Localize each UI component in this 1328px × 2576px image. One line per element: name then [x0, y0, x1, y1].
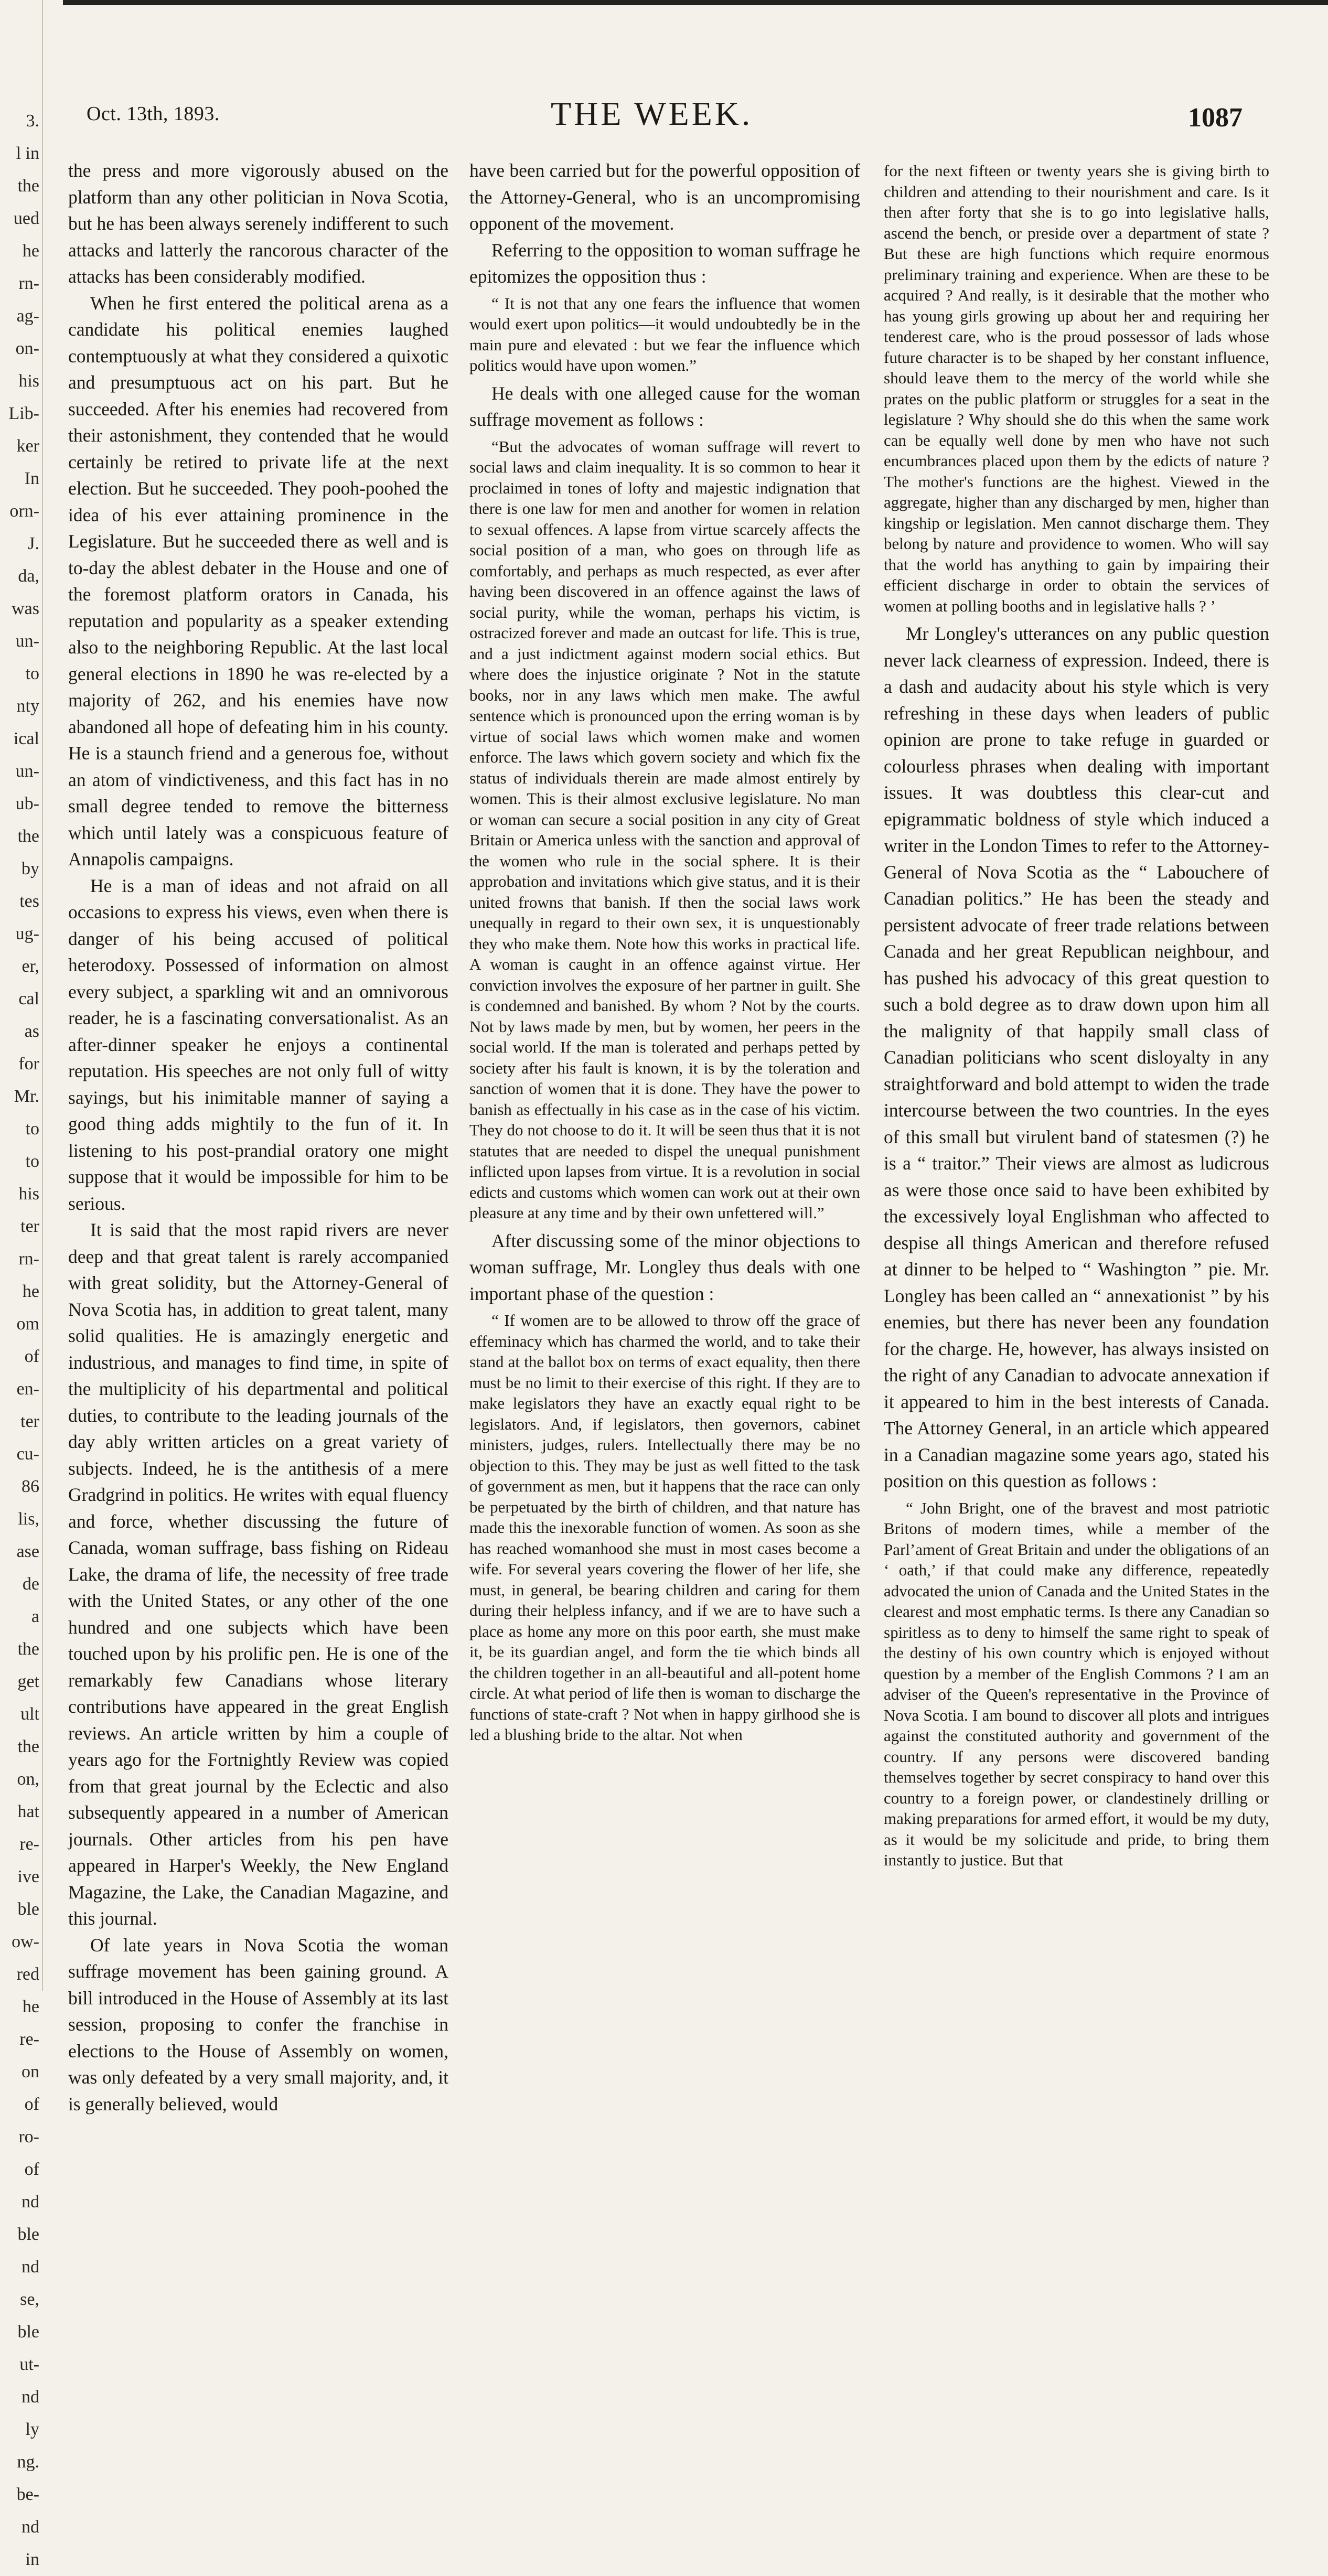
margin-fragment: to	[25, 664, 39, 683]
article-paragraph: He deals with one alleged cause for the woman suffrage movement as follows :	[469, 382, 860, 430]
quoted-passage: “ If women are to be allowed to throw off the grace of effeminacy which has charmed the world, and to take their stand at the ballot box on terms of exact equality, then there must be no limit to their exercise of this right. If they are to make legislators they have an exactly equal right to be legislators. And, if legislators, then governors, cabinet ministers, judges, rulers. Intellectually there may be no objection to this. They may be just as well fitted to the task of government as men, but it happens that the race can only be perpetuated by the birth of children, and that nature has made this the inexorable function of women. As soon as she has reached womanhood she must in most cases become a wife. For several years covering the flower of her life, she must, in general, be bearing children and caring for them during their helpless infancy, and if we are to have such a place as home any more on this poor earth, she must make it, be its guardian angel, and form the tie which binds all the children together in an all-beautiful and all-potent home circle. At what period of life then is woman to discharge the functions of state-craft ? Not when in happy girlhood she is led a blushing bride to the altar. Not when	[469, 1311, 860, 1744]
margin-fragment: un-	[15, 631, 39, 651]
margin-fragment: a	[31, 1607, 39, 1626]
article-paragraph: have been carried but for the powerful opposition of the Attorney-General, who is an uncompromising opponent of the movement.	[469, 160, 860, 234]
margin-fragment: ut-	[19, 2355, 39, 2374]
margin-fragment: cal	[18, 989, 39, 1008]
margin-fragment: ued	[13, 209, 39, 228]
column-1	[68, 157, 448, 2117]
margin-fragment: ly	[25, 2420, 39, 2439]
issue-date: Oct. 13th, 1893.	[87, 103, 220, 125]
margin-fragment: J.	[28, 534, 39, 553]
margin-fragment: ive	[17, 1867, 39, 1886]
margin-fragment: ult	[20, 1704, 39, 1724]
margin-fragment: by	[22, 859, 39, 878]
margin-fragment: rn-	[18, 1249, 39, 1269]
margin-fragment: 3.	[26, 111, 39, 131]
margin-fragment: nd	[22, 2257, 39, 2277]
margin-fragment: ro-	[18, 2127, 39, 2146]
margin-fragment: nd	[22, 2517, 39, 2537]
margin-fragment: his	[18, 371, 39, 391]
margin-fragment: se,	[20, 2290, 39, 2309]
margin-fragment: cu-	[16, 1444, 39, 1464]
margin-fragment: of	[24, 2095, 39, 2114]
margin-fragment: nty	[16, 696, 39, 716]
margin-fragment: he	[22, 241, 39, 261]
quoted-passage: “ John Bright, one of the bravest and most patriotic Britons of modern times, while a member of the Parl’ament of Great Britain and under the obligations of an ‘ oath,’ if that could make any difference, repeatedly advocated the union of Canada and the United States in the clearest and most emphatic terms. Is there any Canadian so spiritless as to deny to himself the same right to speak of the destiny of his own country which is enjoyed without question by a member of the English Commons ? I am an adviser of the Queen's representative in the Province of Nova Scotia. I am bound to discover all plots and intrigues against the constituted authority and government of the country. If any persons were discovered banding themselves together by secret conspiracy to hand over this country to a foreign power, or clandestinely drilling or making preparations for armed effort, it would be my duty, as it would be my solicitude and pride, to bring them instantly to justice. But that	[884, 1498, 1269, 1869]
article-paragraph: After discussing some of the minor objections to woman suffrage, Mr. Longley thus deals with one important phase of the question :	[469, 1230, 860, 1304]
column-3	[884, 157, 1269, 1875]
margin-fragment: get	[17, 1672, 39, 1691]
page-number: 1087	[1188, 103, 1243, 133]
margin-fragment: orn-	[9, 501, 39, 521]
margin-fragment: hat	[17, 1802, 39, 1821]
margin-fragment: l in	[16, 144, 39, 163]
margin-fragment: ag-	[16, 306, 39, 326]
quoted-passage: “ It is not that any one fears the influence that women would exert upon politics—it would undoubtedly be in the main pure and elevated : but we fear the influence which politics would have upon women.”	[469, 294, 860, 374]
margin-fragment: ble	[17, 2225, 39, 2244]
quoted-passage: for the next fifteen or twenty years she is giving birth to children and attending to their nourishment and care. Is it then after forty that she is to go into legislative halls, ascend the bench, or preside over a department of state ? But these are high functions which require enormous preliminary training and experience. When are these to be acquired ? And really, is it desirable that the mother who has young girls growing up about her and requiring her tenderest care, who is the proud possessor of lads whose future character is to be shaped by her constant influence, should leave them to the mercy of the world while she prates on the public platform or struggles for a seat in the legislature ? Why should she do this when the same work can be equally well done by men who have not such encumbrances placed upon them by the edicts of nature ? The mother's functions are the highest. Viewed in the aggregate, higher than any discharged by men, higher than kingship or legislation. Men cannot discharge them. They belong by nature and providence to women. Who will say that the world has anything to gain by impairing their efficient discharge in order to obtain the services of women at polling booths and in legislative halls ? ’	[884, 162, 1269, 615]
column-2	[469, 157, 860, 1749]
page-gutter-edge	[42, 0, 43, 1991]
margin-fragment: red	[16, 1965, 39, 1984]
margin-fragment: 86	[22, 1477, 39, 1496]
margin-fragment: ow-	[12, 1932, 39, 1951]
margin-fragment: ug-	[15, 924, 39, 943]
margin-fragment: ase	[16, 1542, 39, 1561]
margin-fragment: rn-	[18, 274, 39, 293]
margin-fragment: In	[24, 469, 39, 488]
margin-fragment: of	[24, 1347, 39, 1366]
adjacent-page-margin	[0, 105, 39, 2569]
margin-fragment: nd	[22, 2387, 39, 2407]
margin-fragment: on,	[17, 1769, 39, 1789]
margin-fragment: the	[17, 1639, 39, 1659]
article-paragraph: Mr Longley's utterances on any public question never lack clearness of expression. Indeed, there is a dash and audacity about his style which is very refreshing in these days when leaders of public opinion are prone to take refuge in guarded or colourless phrases when dealing with important issues. It was doubtless this clear-cut and epigrammatic boldness of style which induced a writer in the London Times to refer to the Attorney-General of Nova Scotia as the “ Labouchere of Canadian politics.” He has been the steady and persistent advocate of freer trade relations between Canada and her great Republican neighbour, and has pushed his advocacy of this great question to such a bold degree as to draw down upon him all the malignity of that happily small class of Canadian politicians who scent disloyalty in any straightforward and bold attempt to widen the trade intercourse between the two countries. In the eyes of this small but virulent band of statesmen (?) he is a “ traitor.” Their views are almost as ludicrous as were those once said to have been exhibited by the excessively loyal Englishman who affected to despise all things American and therefore refused at dinner to be helped to “ Washington ” pie. Mr. Longley has been called an “ annexationist ” by his enemies, but there has never been any foundation for the charge. He, however, has always insisted on the right of any Canadian to advocate annexation if it appeared to him in the best interests of Canada. The Attorney General, in an article which appeared in a Canadian magazine some years ago, stated his position on this question as follows :	[884, 623, 1269, 1491]
margin-fragment: ng.	[17, 2452, 39, 2472]
margin-fragment: tes	[19, 892, 39, 911]
margin-fragment: ble	[17, 1899, 39, 1919]
margin-fragment: om	[16, 1314, 39, 1334]
margin-fragment: ub-	[15, 794, 39, 813]
margin-fragment: ble	[17, 2322, 39, 2342]
margin-fragment: Mr.	[14, 1087, 39, 1106]
margin-fragment: on	[22, 2062, 39, 2081]
margin-fragment: was	[12, 599, 39, 618]
margin-fragment: ical	[13, 729, 39, 748]
margin-fragment: the	[17, 827, 39, 846]
margin-fragment: the	[17, 1737, 39, 1756]
margin-fragment: ker	[16, 436, 39, 456]
margin-fragment: for	[18, 1054, 39, 1074]
margin-fragment: en-	[16, 1379, 39, 1399]
margin-fragment: on-	[15, 339, 39, 358]
margin-fragment: lis,	[18, 1509, 39, 1529]
margin-fragment: as	[24, 1022, 39, 1041]
margin-fragment: in	[25, 2550, 39, 2569]
margin-fragment: of	[24, 2160, 39, 2179]
margin-fragment: ter	[20, 1217, 39, 1236]
article-paragraph: Referring to the opposition to woman suffrage he epitomizes the opposition thus :	[469, 239, 860, 287]
article-paragraph: the press and more vigorously abused on the platform than any other politician in Nova Scotia, but he has been always serenely indifferent to such attacks and latterly the rancorous character of the attacks has been considerably modified.	[68, 160, 448, 287]
margin-fragment: un-	[15, 761, 39, 781]
margin-fragment: re-	[19, 2030, 39, 2049]
margin-fragment: be-	[16, 2485, 39, 2504]
margin-fragment: ter	[20, 1412, 39, 1431]
margin-fragment: de	[22, 1574, 39, 1594]
margin-fragment: er,	[22, 957, 39, 976]
margin-fragment: Lib-	[8, 404, 39, 423]
article-paragraph: He is a man of ideas and not afraid on all occasions to express his views, even when there is danger of his being accused of political heterodoxy. Possessed of information on almost every subject, a sparkling wit and an omnivorous reader, he is a fascinating conversationalist. As an after-dinner speaker he enjoys a continental reputation. His speeches are not only full of witty sayings, but his inimitable manner of saying a good thing adds mightily to the fun of it. In listening to his post-prandial oratory one might suppose that it would be impossible for him to be serious.	[68, 875, 448, 1214]
margin-fragment: da,	[18, 566, 39, 586]
margin-fragment: nd	[22, 2192, 39, 2212]
article-paragraph: Of late years in Nova Scotia the woman suffrage movement has been gaining ground. A bill introduced in the House of Assembly at its last session, proposing to confer the franchise in elections to the House of Assembly on women, was only defeated by a very small majority, and, it is generally believed, would	[68, 1934, 448, 2115]
margin-fragment: he	[22, 1997, 39, 2016]
top-border-rule	[63, 0, 1328, 5]
margin-fragment: his	[18, 1184, 39, 1204]
article-paragraph: When he first entered the political arena as a candidate his political enemies laughed contemptuously at what they considered a quixotic and presumptuous act on his part. But he succeeded. After his enemies had recovered from their astonishment, they contended that he would certainly be retired to private life at the next election. But he succeeded. They pooh-poohed the idea of his ever attaining prominence in the Legislature. But he succeeded there as well and is to-day the ablest debater in the House and one of the foremost platform orators in Canada, his reputation and popularity as a speaker extending also to the neighboring Republic. At the last local general elections in 1890 he was re-elected by a majority of 262, and his enemies have now abandoned all hope of defeating him in his county. He is a staunch friend and a generous foe, without an atom of vindictiveness, and this fact has in no small degree tended to remove the bitterness which until lately was a conspicuous feature of Annapolis campaigns.	[68, 292, 448, 870]
quoted-passage: “But the advocates of woman suffrage will revert to social laws and claim inequality. It is so common to hear it proclaimed in tones of lofty and majestic indignation that there is one law for men and another for women in relation to sexual offences. A lapse from virtue scarcely affects the social position of a man, who goes on through life as comfortably, and perhaps as much respected, as ever after having been discovered in an offence against the laws of social purity, while the woman, perhaps his victim, is ostracized forever and made an outcast for life. This is true, and a just indictment against modern social ethics. But where does the injustice originate ? Not in the statute books, nor in any laws which men make. The awful sentence which is pronounced upon the erring woman is by virtue of social laws which women make and women enforce. The laws which govern society and which fix the status of individuals therein are made almost entirely by women. This is their almost exclusive legislature. No man or woman can secure a social position in any city of Great Britain or America unless with the sanction and approval of the women who rule in the social sphere. It is their approbation and invitations which give status, and it is their united frowns that banish. If then the social laws work unequally in regard to their own sex, it is unquestionably they who make them. Note how this works in practical life. A woman is caught in an offence against virtue. Her conviction involves the exposure of her partner in guilt. She is condemned and banished. By whom ? Not by the courts. Not by laws made by men, but by women, her peers in the social world. If the man is tolerated and perhaps petted by society after his fault is known, it is by the toleration and sanction of women that it is done. They have the power to banish as effectually in his case as in the case of his victim. They do not choose to do it. It will be seen thus that it is not statutes that are needed to dispel the unequal punishment inflicted upon lapses from virtue. It is a revolution in social edicts and customs which women can work out at their own pleasure at any time and by their own unfettered will.”	[469, 437, 860, 1222]
margin-fragment: to	[25, 1152, 39, 1171]
article-paragraph: It is said that the most rapid rivers are never deep and that great talent is rarely accompanied with great solidity, but the Attorney-General of Nova Scotia has, in addition to great talent, many solid qualities. He is amazingly energetic and industrious, and manages to find time, in spite of the multiplicity of his departmental and political duties, to contribute to the leading journals of the day ably written articles on a great variety of subjects. Indeed, he is the antithesis of a mere Gradgrind in politics. He writes with equal fluency and force, whether discussing the future of Canada, woman suffrage, bass fishing on Rideau Lake, the drama of life, the necessity of free trade with the United States, or any other of the one hundred and one subjects which have been touched upon by his prolific pen. He is one of the remarkably few Canadians whose literary contributions have appeared in the great English reviews. An article written by him a couple of years ago for the Fortnightly Review was copied from that great journal by the Eclectic and also subsequently appeared in a number of American journals. Other articles from his pen have appeared in Harper's Weekly, the New England Magazine, the Lake, the Canadian Magazine, and this journal.	[68, 1219, 448, 1929]
margin-fragment: re-	[19, 1834, 39, 1854]
margin-fragment: he	[22, 1282, 39, 1301]
margin-fragment: the	[17, 176, 39, 196]
margin-fragment: to	[25, 1119, 39, 1139]
publication-title: THE WEEK.	[551, 95, 753, 132]
